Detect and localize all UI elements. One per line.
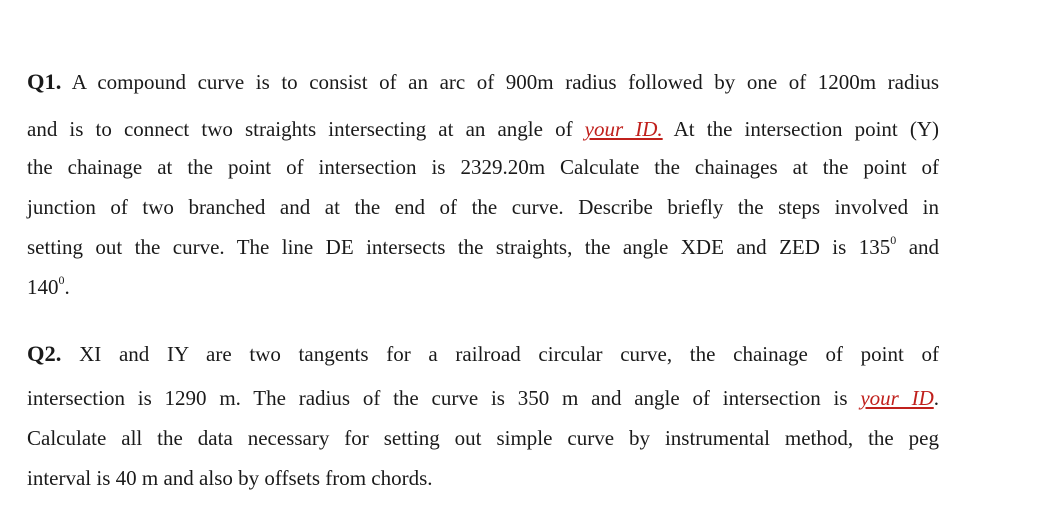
q1-line-6: [27, 273, 939, 301]
q1-text-6-pre: 140: [27, 275, 59, 299]
q2-line-4: [27, 464, 939, 492]
q1-line-4: [27, 193, 939, 221]
q2-text-3: Calculate all the data necessary for setting out simple curve by instrumental method, the peg: [27, 426, 939, 450]
q1-label: Q1.: [27, 69, 62, 94]
q1-line-2: [27, 115, 939, 143]
q1-degree-sup-2: 0: [58, 273, 65, 287]
q1-degree-sup-1: 0: [890, 233, 897, 247]
q1-text-2-post: At the intersection point (Y): [673, 117, 939, 141]
q1-text-5-pre: setting out the curve. The line DE intersects the straights, the angle XDE and ZED is 135: [27, 235, 891, 259]
q2-text-1: XI and IY are two tangents for a railroad circular curve, the chainage of point of: [79, 342, 940, 366]
q2-text-2-pre: intersection is 1290 m. The radius of the curve is 350 m and angle of intersection is: [27, 386, 848, 410]
q1-your-id-link: your ID.: [584, 117, 663, 141]
q2-your-id-link: your ID: [860, 386, 934, 410]
q2-line-2: [27, 384, 939, 412]
q1-text-2-pre: and is to connect two straights intersecting at an angle of: [27, 117, 573, 141]
q1-line-1: [27, 68, 939, 96]
q1-text-5-post: and: [908, 235, 940, 259]
q1-line-3: [27, 153, 939, 181]
q2-label: Q2.: [27, 341, 62, 366]
q2-line-1: [27, 340, 939, 368]
q1-text-4: junction of two branched and at the end of the curve. Describe briefly the steps involved in: [27, 195, 939, 219]
q1-line-5: [27, 233, 939, 261]
q1-text-1: A compound curve is to consist of an arc of 900m radius followed by one of 1200m radius: [71, 70, 940, 94]
q2-text-4: interval is 40 m and also by offsets from chords.: [27, 466, 433, 490]
q1-text-3: the chainage at the point of intersection is 2329.20m Calculate the chainages at the point of: [27, 155, 939, 179]
q2-text-2-post: .: [933, 386, 939, 410]
q2-line-3: [27, 424, 939, 452]
q1-text-6-post: .: [64, 275, 70, 299]
